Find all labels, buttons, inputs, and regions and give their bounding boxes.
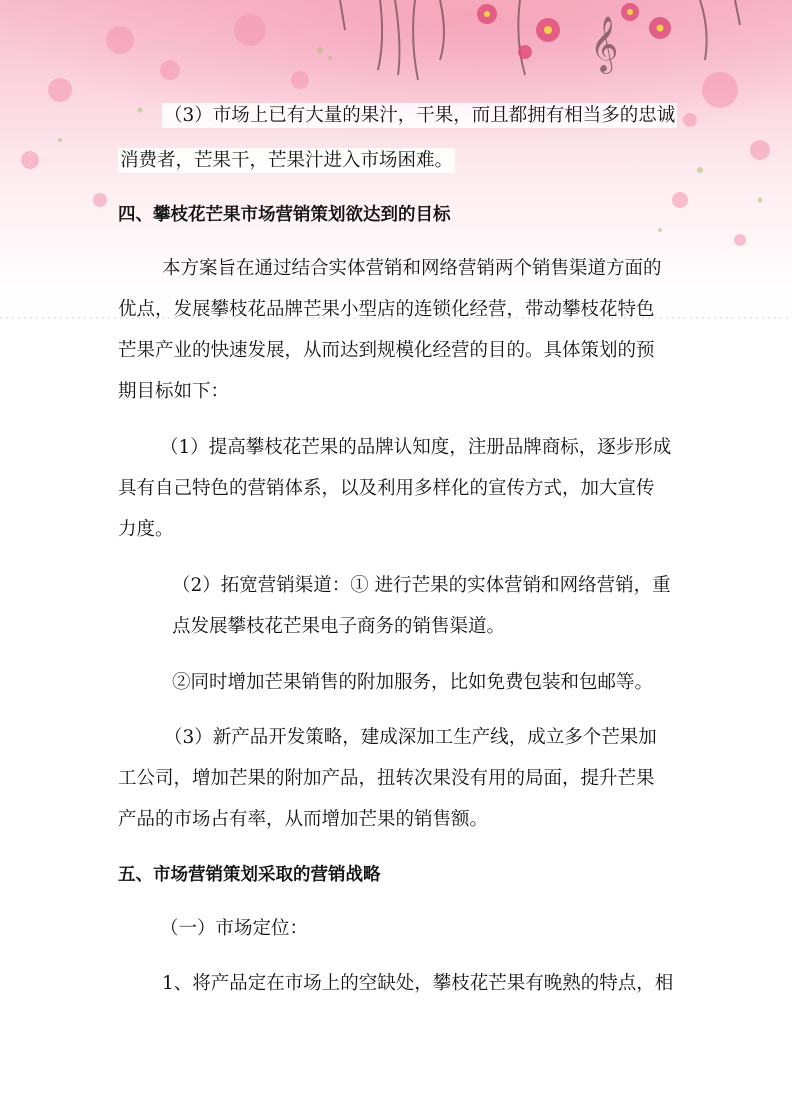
section-heading-5: 五、市场营销策划采取的营销战略 bbox=[118, 865, 381, 885]
goal-3-line: （3）新产品开发策略，建成深加工生产线，成立多个芒果加 bbox=[164, 727, 657, 748]
goal-3-line: 产品的市场占有率，从而增加芒果的销售额。 bbox=[118, 809, 489, 830]
paragraph-line: 1、将产品定在市场上的空缺处，攀枝花芒果有晚熟的特点，相 bbox=[162, 973, 674, 994]
paragraph-line: 本方案旨在通过结合实体营销和网络营销两个销售渠道方面的 bbox=[162, 258, 662, 279]
goal-2-line: ②同时增加芒果销售的附加服务，比如免费包装和包邮等。 bbox=[172, 672, 654, 693]
section-heading-4: 四、攀枝花芒果市场营销策划欲达到的目标 bbox=[118, 205, 451, 225]
subsection-heading: （一）市场定位： bbox=[160, 918, 309, 939]
text-line: 消费者，芒果干，芒果汁进入市场困难。 bbox=[120, 150, 454, 171]
paragraph-line: 优点，发展攀枝花品牌芒果小型店的连锁化经营，带动攀枝花特色 bbox=[118, 299, 655, 320]
paragraph-line: 期目标如下： bbox=[118, 381, 230, 402]
goal-1-line: 具有自己特色的营销体系，以及利用多样化的宣传方式，加大宣传 bbox=[118, 478, 655, 499]
goal-2-line: 点发展攀枝花芒果电子商务的销售渠道。 bbox=[172, 616, 506, 637]
goal-3-line: 工公司，增加芒果的附加产品，扭转次果没有用的局面，提升芒果 bbox=[118, 768, 655, 789]
goal-1-line: 力度。 bbox=[118, 519, 174, 540]
text-line: （3）市场上已有大量的果汁，干果，而且都拥有相当多的忠诚 bbox=[164, 105, 676, 126]
svg-text:𝄞: 𝄞 bbox=[590, 16, 619, 72]
paragraph-line: 芒果产业的快速发展，从而达到规模化经营的目的。具体策划的预 bbox=[118, 340, 655, 361]
goal-2-line: （2）拓宽营销渠道：① 进行芒果的实体营销和网络营销，重 bbox=[172, 575, 671, 596]
goal-1-line: （1）提高攀枝花芒果的品牌认知度，注册品牌商标，逐步形成 bbox=[160, 437, 672, 458]
